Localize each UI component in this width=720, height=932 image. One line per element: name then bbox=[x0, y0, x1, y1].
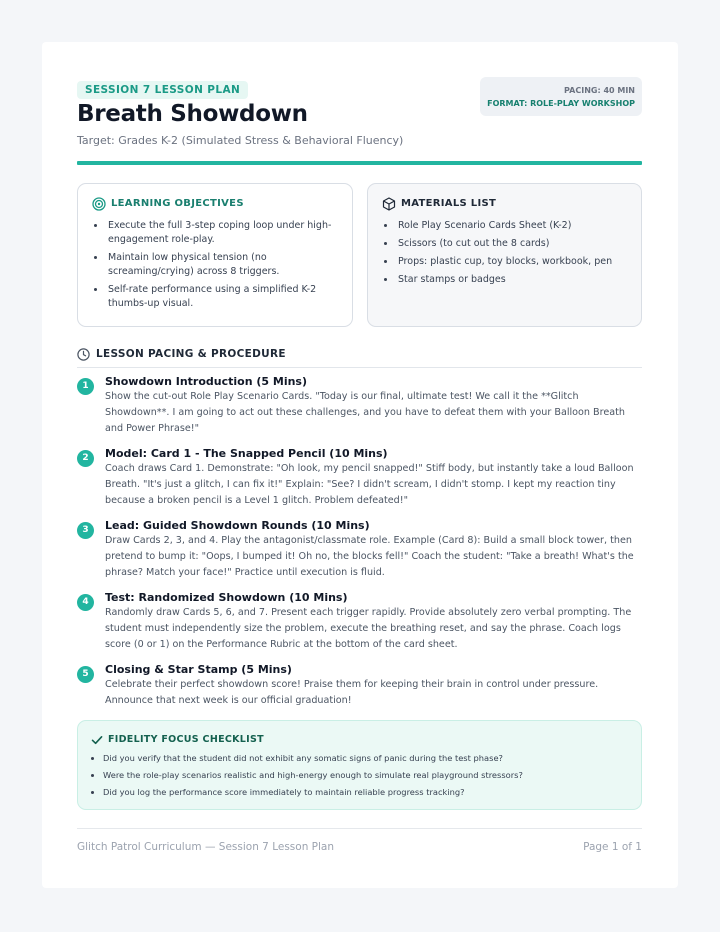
footer-page-number: Page 1 of 1 bbox=[583, 841, 642, 853]
materials-list bbox=[382, 219, 627, 287]
material-item: • Scissors (to cut out the 8 cards) bbox=[396, 237, 627, 251]
step-number-badge: 1 bbox=[77, 378, 94, 395]
step-number-badge: 3 bbox=[77, 522, 94, 539]
pacing-label: PACING: 40 MIN bbox=[564, 86, 635, 95]
objectives-list bbox=[92, 219, 338, 311]
learning-objectives-heading bbox=[92, 197, 338, 211]
procedure-step bbox=[77, 662, 642, 709]
step-number-badge: 4 bbox=[77, 594, 94, 611]
footer-curriculum: Glitch Patrol Curriculum — Session 7 Lesson Plan bbox=[77, 841, 335, 853]
objective-item: • Self-rate performance using a simplified K-2 thumbs-up visual. bbox=[106, 283, 338, 311]
materials-title: MATERIALS LIST bbox=[401, 198, 497, 209]
procedure-step bbox=[77, 446, 642, 509]
learning-objectives-card bbox=[77, 183, 353, 327]
procedure-step bbox=[77, 590, 642, 653]
checklist-item: • Were the role-play scenarios realistic and high-energy enough to simulate real playground stressors? bbox=[103, 767, 628, 784]
step-description: Show the cut-out Role Play Scenario Cards. "Today is our final, ultimate test! We call it the **Glitch Showdown**. I am going to act out these challenges, and you have to defeat them with your Balloon Breath and Power Phrase!" bbox=[105, 391, 625, 434]
step-description: Randomly draw Cards 5, 6, and 7. Present each trigger rapidly. Provide absolutely zero verbal prompting. The student must independently size the problem, execute the breathing reset, and say the phrase. Coach logs score (0 or 1) on the Performance Rubric at the bottom of the card sheet. bbox=[105, 607, 632, 650]
page-footer bbox=[77, 828, 642, 855]
material-item: • Role Play Scenario Cards Sheet (K-2) bbox=[396, 219, 627, 233]
step-number-badge: 5 bbox=[77, 666, 94, 683]
procedure-title: LESSON PACING & PROCEDURE bbox=[96, 348, 286, 360]
checklist-items bbox=[91, 750, 628, 801]
check-icon bbox=[91, 734, 103, 746]
session-badge: SESSION 7 LESSON PLAN bbox=[77, 81, 248, 99]
materials-list-card bbox=[367, 183, 642, 327]
objective-item: • Execute the full 3-step coping loop under high-engagement role-play. bbox=[106, 219, 338, 247]
clock-icon bbox=[77, 348, 90, 361]
step-number-badge: 2 bbox=[77, 450, 94, 467]
target-icon bbox=[92, 197, 106, 211]
step-title: Test: Randomized Showdown (10 Mins) bbox=[105, 591, 348, 604]
meta-box bbox=[480, 77, 642, 116]
checklist-item: • Did you log the performance score immediately to maintain reliable progress tracking? bbox=[103, 784, 628, 801]
step-description: Draw Cards 2, 3, and 4. Play the antagonist/classmate role. Example (Card 8): Build a small block tower, then pretend to bump it: "Oops, I bumped it! Oh no, the blocks fell!" Coach the student: "Take a breath! What's the phrase? Match your face!" Practice until execution is fluid. bbox=[105, 535, 634, 578]
material-item: • Props: plastic cup, toy blocks, workbook, pen bbox=[396, 255, 627, 269]
document-page bbox=[42, 42, 678, 888]
materials-heading bbox=[382, 197, 627, 211]
procedure-steps bbox=[77, 374, 642, 718]
procedure-step bbox=[77, 374, 642, 437]
objective-item: • Maintain low physical tension (no screaming/crying) across 8 triggers. bbox=[106, 251, 338, 279]
step-title: Showdown Introduction (5 Mins) bbox=[105, 375, 307, 388]
header-divider bbox=[77, 161, 642, 165]
checklist-heading bbox=[91, 733, 628, 746]
cube-icon bbox=[382, 197, 396, 211]
procedure-heading bbox=[77, 345, 642, 368]
procedure-step bbox=[77, 518, 642, 581]
page-subtitle: Target: Grades K-2 (Simulated Stress & Behavioral Fluency) bbox=[77, 134, 404, 147]
fidelity-checklist bbox=[77, 720, 642, 810]
format-label: FORMAT: ROLE-PLAY WORKSHOP bbox=[487, 99, 635, 108]
step-title: Lead: Guided Showdown Rounds (10 Mins) bbox=[105, 519, 370, 532]
page-title: Breath Showdown bbox=[77, 101, 308, 127]
step-title: Closing & Star Stamp (5 Mins) bbox=[105, 663, 292, 676]
learning-objectives-title: LEARNING OBJECTIVES bbox=[111, 198, 244, 209]
step-title: Model: Card 1 - The Snapped Pencil (10 Mins) bbox=[105, 447, 388, 460]
step-description: Celebrate their perfect showdown score! Praise them for keeping their brain in control under pressure. Announce that next week is our official graduation! bbox=[105, 679, 599, 706]
checklist-title: FIDELITY FOCUS CHECKLIST bbox=[108, 734, 264, 745]
checklist-item: • Did you verify that the student did not exhibit any somatic signs of panic during the test phase? bbox=[103, 750, 628, 767]
material-item: • Star stamps or badges bbox=[396, 273, 627, 287]
step-description: Coach draws Card 1. Demonstrate: "Oh look, my pencil snapped!" Stiff body, but instantly take a loud Balloon Breath. "It's just a glitch, I can fix it!" Explain: "See? I didn't scream, I didn't stomp. I kept my reaction tiny because a broken pencil is a Level 1 glitch. Problem defeated!" bbox=[105, 463, 634, 506]
